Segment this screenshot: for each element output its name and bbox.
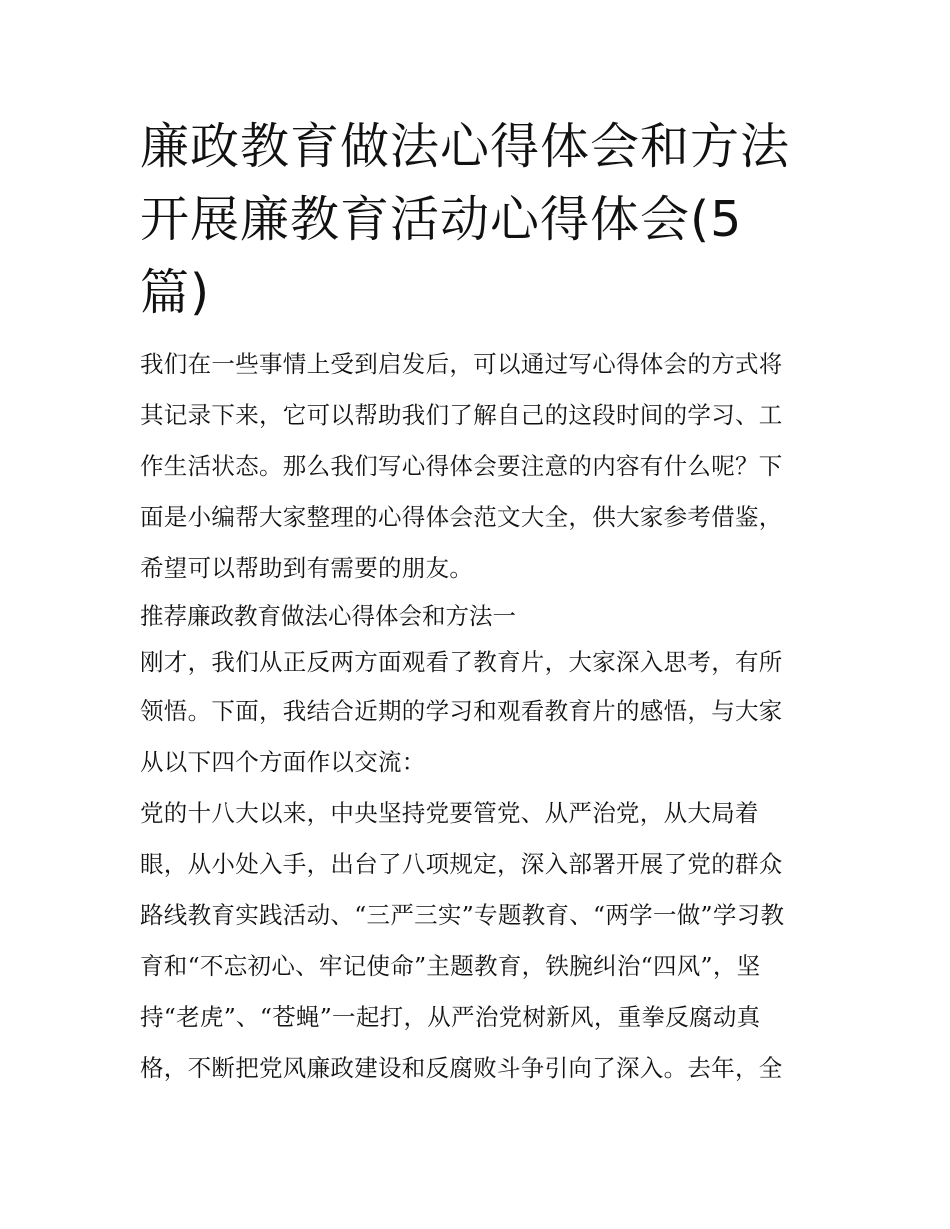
text-line: 党的十八大以来，中央坚持党要管党、从严治党，从大局着 [140,799,759,827]
section-heading [140,594,820,638]
text-line: 面是小编帮大家整理的心得体会范文大全，供大家参考借鉴， [140,503,783,531]
text-line: 格，不断把党风廉政建设和反腐败斗争引向了深入。去年，全 [140,1054,783,1082]
text-line: 刚才，我们从正反两方面观看了教育片，大家深入思考，有所 [140,648,783,676]
title-line: 篇) [140,264,211,321]
text-line: 作生活状态。那么我们写心得体会要注意的内容有什么呢？下 [140,452,783,480]
text-line: 眼，从小处入手，出台了八项规定，深入部署开展了党的群众 [140,850,783,878]
text-line: 育和“不忘初心、牢记使命”主题教育，铁腕纠治“四风”，坚 [140,952,761,980]
text-line: 路线教育实践活动、“三严三实”专题教育、“两学一做”学习教 [140,901,785,929]
section-heading-text: 推荐廉政教育做法心得体会和方法一 [140,602,516,630]
document-body [140,339,820,1094]
text-line: 持“老虎”、“苍蝇”一起打，从严治党树新风，重拳反腐动真 [140,1003,761,1031]
document-page [140,110,820,1094]
text-line: 从以下四个方面作以交流： [140,748,426,776]
paragraph-1 [140,638,820,788]
text-line: 我们在一些事情上受到启发后，可以通过写心得体会的方式将 [140,350,783,378]
text-line: 领悟。下面，我结合近期的学习和观看教育片的感悟，与大家 [140,697,783,725]
paragraph-2 [140,788,820,1094]
text-line: 希望可以帮助到有需要的朋友。 [140,554,474,582]
document-title [140,110,820,329]
title-line: 开展廉教育活动心得体会(5 [140,191,743,248]
text-line: 其记录下来，它可以帮助我们了解自己的这段时间的学习、工 [140,401,783,429]
title-line: 廉政教育做法心得体会和方法 [140,118,791,175]
intro-paragraph [140,339,820,594]
